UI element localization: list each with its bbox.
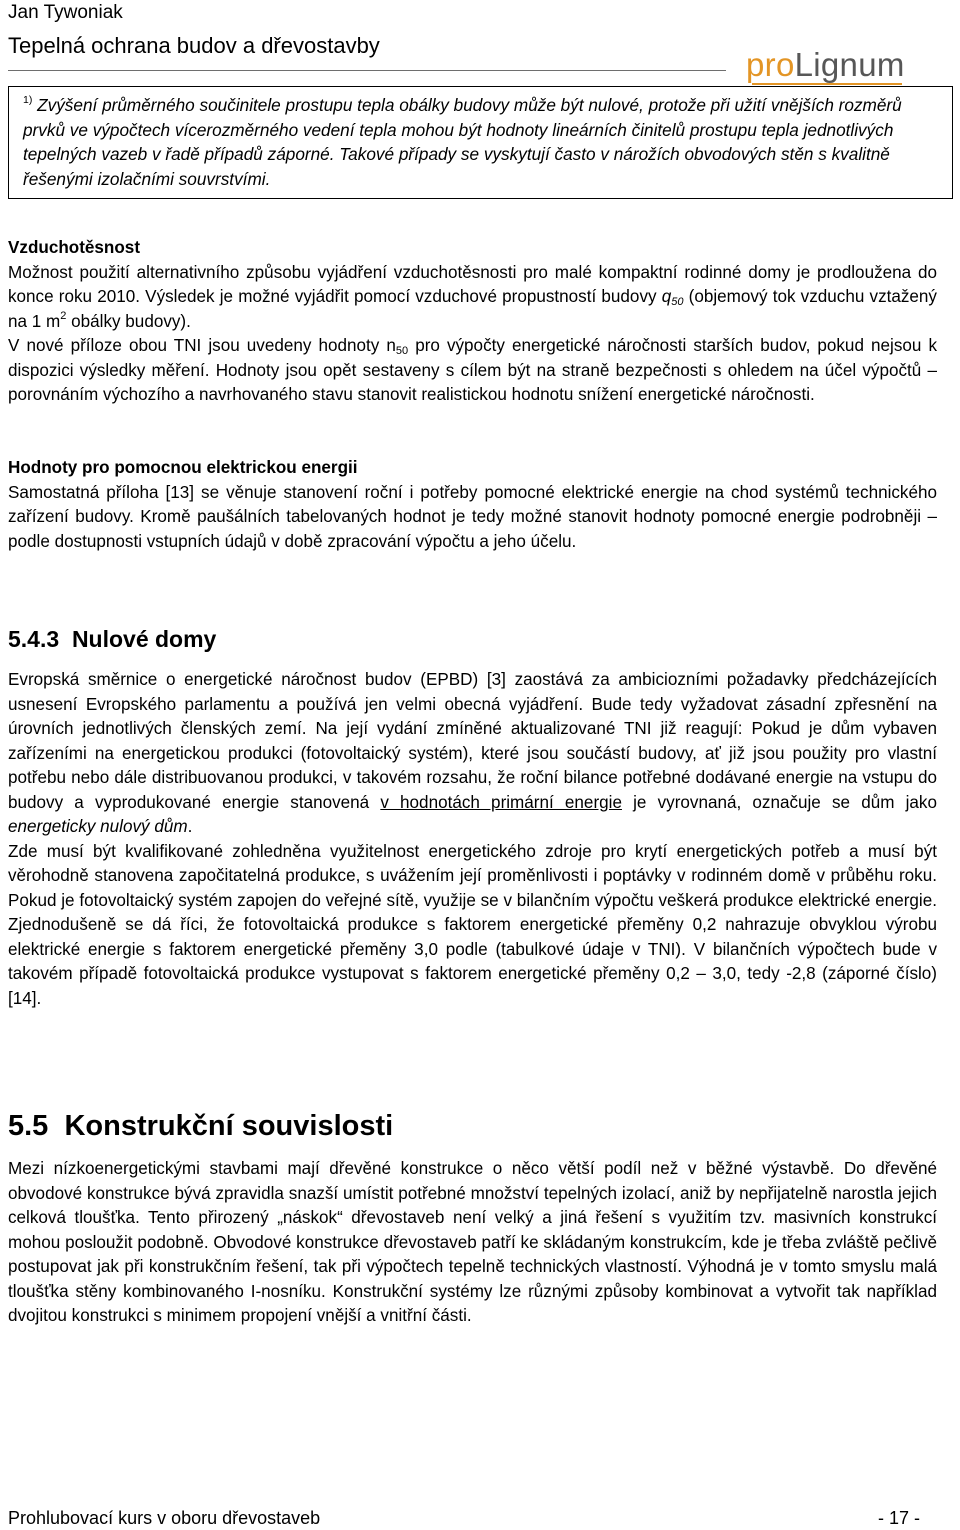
zero-houses-paragraph-1: Evropská směrnice o energetické náročnost budov (EPBD) [3] zaostává za ambiciozními požadavky předcházejících usnesení Evropského parlamentu a používá jen velmi obecná vyjádření. Bude tedy vyžadovat zásadní zpřesnění na úrovních jednotlivých členských zemí. Na její vydání zmíněné aktualizované TNI již reagují: Pokud je dům vybaven zařízeními na energetickou produkci (fotovoltaický systém), které jsou součástí budovy, ať již jsou použity pro vlastní potřebu nebo dále distribuovanou produkci, v takovém rozsahu, že roční bilance potřebné dodávané energie na vstupu do budovy a vyprodukované energie stanovená v hodnotách primární energie je vyrovnaná, označuje se dům jako energeticky nulový dům. bbox=[8, 670, 937, 836]
zero-energy-house-term: energeticky nulový dům bbox=[8, 817, 188, 836]
airtightness-paragraph-1: Možnost použití alternativního způsobu vyjádření vzduchotěsnosti pro malé kompaktní rodinné domy je prodloužena do konce roku 2010. Výsledek je možné vyjádřit pomocí vzduchové propustností budovy $q_{50}$ (objemový tok vzduchu vztažený na 1 $m^2$ obálky budovy). bbox=[8, 262, 937, 331]
footnote-text: Zvýšení průměrného součinitele prostupu tepla obálky budovy může být nulové, protože při užití vnějších rozměrů prvků ve výpočtech vícerozměrného vedení tepla mohou být hodnoty lineárních činitelů prostupu tepla jednotlivých tepelných vazeb v řadě případů záporné. Takové případy se vyskytují často v nárožích obvodových stěn s kvalitně řešenými izolačními souvrstvími. bbox=[23, 95, 902, 189]
footnote-box bbox=[8, 86, 953, 199]
section-5-5-heading bbox=[8, 1110, 393, 1143]
airtightness-heading: Vzduchotěsnost bbox=[8, 238, 141, 257]
construction-paragraph: Mezi nízkoenergetickými stavbami mají dřevěné konstrukce o něco větší podíl než v běžné výstavbě. Do dřevěné obvodové konstrukce bývá zpravidla snazší umístit potřebné množství tepelných izolací, aniž by nepřijatelně narostla jejich celková tloušťka. Tento přirozený „náskok“ dřevostaveb není velký a jiná řešení s využitím tzv. masivních konstrukcí mohou posloužit podobně. Obvodové konstrukce dřevostaveb patří ke skládaným konstrukcím, kde je třeba zvláště pečlivě postupovat jak při konstrukčním řešení, tak při výpočtech tepelně technických vlastností. Výhodná je v tomto smyslu malá tloušťka stěny kombinovaného I-nosníku. Konstrukční systémy lze různými způsoby kombinovat a vytvořit tak například dvojitou konstrukci s minimem propojení vnější a vnitřní části. bbox=[8, 1159, 937, 1325]
logo-part-lignum: Lignum bbox=[794, 46, 905, 83]
primary-energy-phrase: v hodnotách primární energie bbox=[380, 792, 622, 812]
airtightness-paragraph-2: V nové příloze obou TNI jsou uvedeny hodnoty $n_{50}$ pro výpočty energetické náročnosti starších budov, pokud nejsou k dispozici výsledky měření. Hodnoty jsou opět sestaveny s cílem být na straně bezpečnosti s ohledem na účel výpočtů – porovnáním výchozího a navrhovaného stavu stanovit realistickou hodnotu snížení energetické náročnosti. bbox=[8, 336, 938, 404]
footnote-marker: 1) bbox=[23, 94, 33, 106]
m2-superscript: 2 bbox=[60, 309, 67, 322]
zero-houses-section bbox=[8, 668, 937, 1011]
footer-page-number: - 17 - bbox=[878, 1508, 921, 1528]
section-5-4-3-heading bbox=[8, 626, 216, 653]
aux-energy-heading: Hodnoty pro pomocnou elektrickou energii bbox=[8, 458, 358, 477]
construction-section bbox=[8, 1157, 937, 1329]
footer-course: Prohlubovací kurs v oboru dřevostaveb bbox=[8, 1508, 321, 1528]
header-author: Jan Tywoniak bbox=[8, 2, 123, 23]
aux-energy-section bbox=[8, 456, 937, 554]
logo-underline bbox=[752, 83, 902, 85]
n50-subscript: 50 bbox=[395, 345, 409, 357]
header-title: Tepelná ochrana budov a dřevostavby bbox=[8, 33, 380, 58]
section-number: 5.5 bbox=[8, 1110, 49, 1142]
section-number: 5.4.3 bbox=[8, 626, 60, 652]
q50-subscript: 50 bbox=[671, 296, 684, 308]
header-rule bbox=[8, 70, 726, 71]
section-title: Nulové domy bbox=[71, 626, 217, 652]
aux-energy-paragraph: Samostatná příloha [13] se věnuje stanovení roční i potřeby pomocné elektrické energie na chod systémů technického zařízení budovy. Kromě paušálních tabelovaných hodnot je tedy možné stanovit hodnoty pomocné energie podrobněji – podle dostupnosti vstupních údajů v době zpracování výpočtu a jeho účelu. bbox=[8, 482, 937, 551]
prolignum-logo bbox=[746, 48, 905, 81]
section-title: Konstrukční souvislosti bbox=[64, 1110, 394, 1142]
logo-part-pro: pro bbox=[746, 46, 795, 83]
airtightness-section bbox=[8, 236, 937, 408]
q50-symbol: q bbox=[661, 287, 672, 306]
zero-houses-paragraph-2: Zde musí být kvalifikované zohledněna využitelnost energetického zdroje pro krytí energetických potřeb a musí být věrohodně stanovena započitatelná produkce, s uvážením její proměnlivosti i poptávky v rodinném domě v průběhu roku. Pokud je fotovoltaický systém zapojen do veřejné sítě, využije se v bilančním výpočtu veškerá produkce elektrické energie. Zjednodušeně se dá říci, že fotovoltaická produkce s faktorem energetické přeměny 0,2 nahrazuje obvyklou výrobu elektrické energie s faktorem energetické přeměny 3,0 podle (tabulkové údaje v TNI). V bilančních výpočtech bude v takovém případě fotovoltaická produkce vystupovat s faktorem energetické přeměny 0,2 – 3,0, tedy -2,8 (záporné číslo) [14]. bbox=[8, 841, 937, 1008]
